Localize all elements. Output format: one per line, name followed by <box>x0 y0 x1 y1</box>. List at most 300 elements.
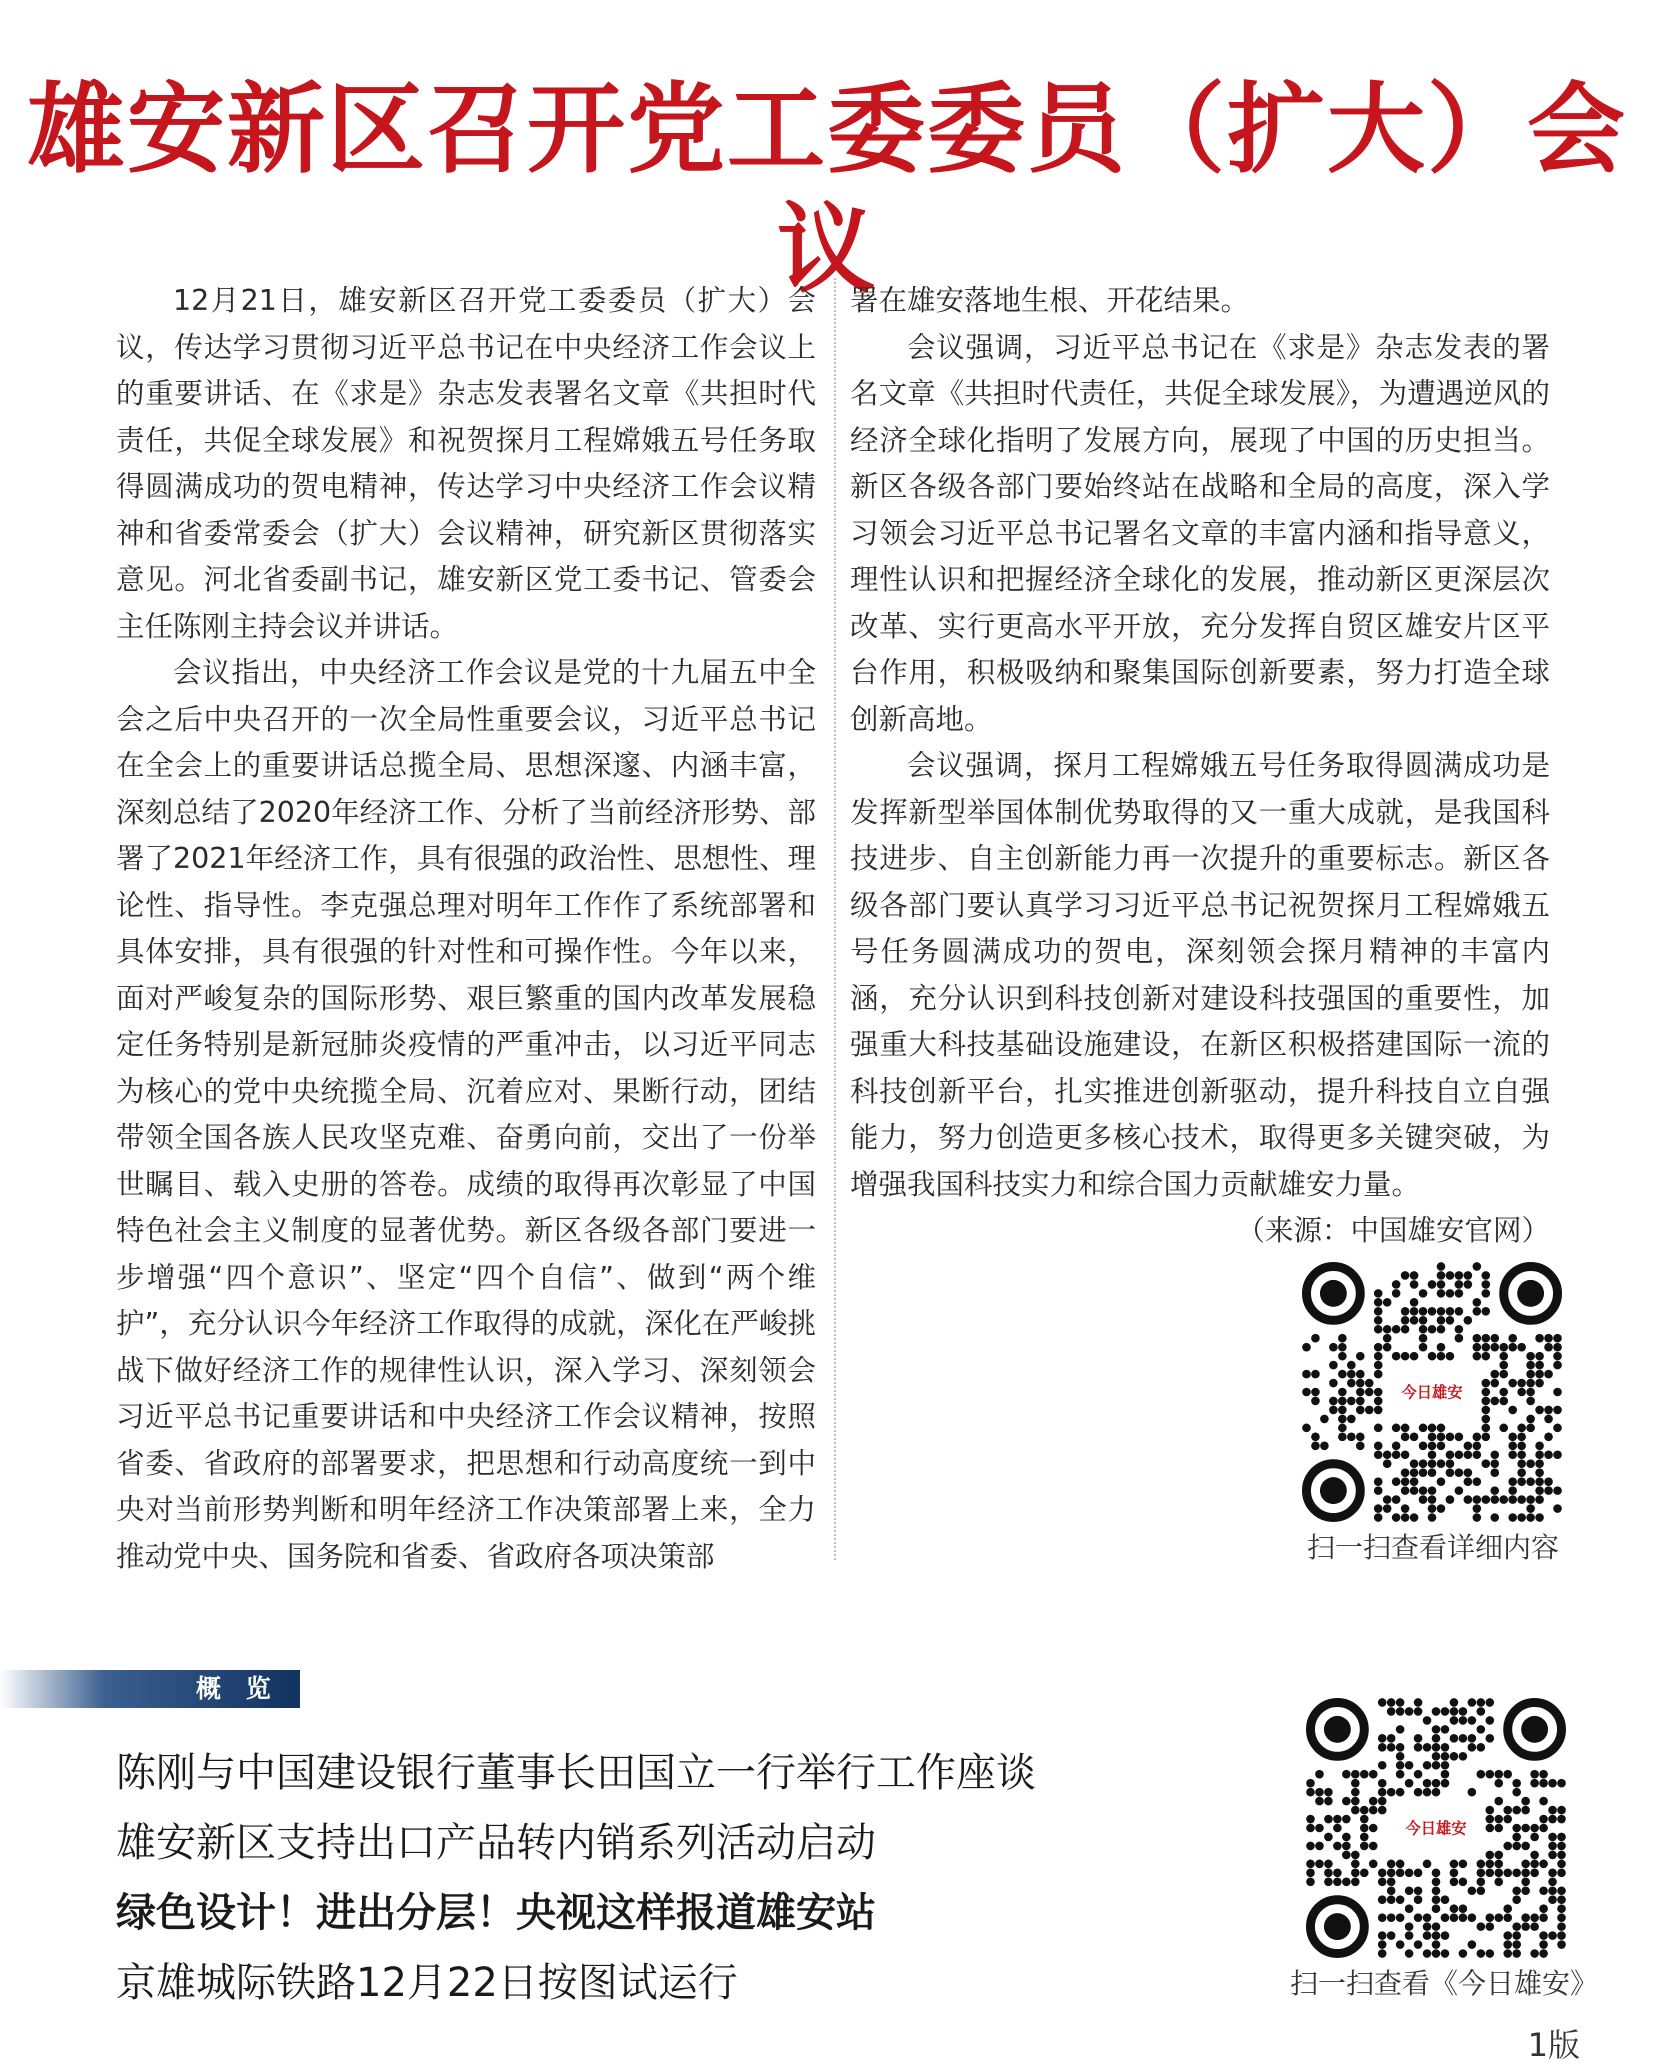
qr-module <box>1437 1441 1446 1450</box>
qr-module <box>1481 1415 1490 1424</box>
qr-module <box>1521 1860 1530 1869</box>
qr-module <box>1553 1486 1562 1495</box>
overview-item[interactable]: 雄安新区支持出口产品转内销系列活动启动 <box>116 1820 876 1866</box>
qr-module <box>1405 1922 1414 1931</box>
qr-module <box>1302 1424 1311 1433</box>
qr-module <box>1459 1949 1468 1958</box>
qr-module <box>1392 1424 1401 1433</box>
qr-module <box>1387 1895 1396 1904</box>
qr-module <box>1517 1424 1526 1433</box>
qr-module <box>1405 1761 1414 1770</box>
qr-module <box>1338 1388 1347 1397</box>
qr-module <box>1423 1788 1432 1797</box>
qr-module <box>1315 1770 1324 1779</box>
qr-module <box>1512 1806 1521 1815</box>
qr-finder-dot <box>1521 1716 1548 1743</box>
qr-module <box>1521 1886 1530 1895</box>
qr-module <box>1548 1833 1557 1842</box>
qr-module <box>1490 1343 1499 1352</box>
qr-module <box>1468 1734 1477 1743</box>
qr-module <box>1446 1289 1455 1298</box>
qr-module <box>1553 1450 1562 1459</box>
qr-module <box>1410 1486 1419 1495</box>
qr-module <box>1419 1486 1428 1495</box>
qr-module <box>1351 1797 1360 1806</box>
qr-module <box>1437 1504 1446 1513</box>
qr-module <box>1508 1379 1517 1388</box>
qr-module <box>1401 1486 1410 1495</box>
qr-module <box>1414 1895 1423 1904</box>
qr-module <box>1535 1370 1544 1379</box>
qr-module <box>1517 1441 1526 1450</box>
source-note: （来源：中国雄安官网） <box>1236 1214 1550 1247</box>
qr-module <box>1473 1307 1482 1316</box>
qr-module <box>1315 1860 1324 1869</box>
qr-module <box>1432 1752 1441 1761</box>
qr-module <box>1499 1370 1508 1379</box>
qr-module <box>1450 1698 1459 1707</box>
qr-module <box>1446 1271 1455 1280</box>
qr-module <box>1512 1788 1521 1797</box>
qr-module <box>1446 1433 1455 1442</box>
overview-item[interactable]: 陈刚与中国建设银行董事长田国立一行举行工作座谈 <box>116 1750 1036 1796</box>
qr-module <box>1548 1931 1557 1940</box>
qr-module <box>1508 1486 1517 1495</box>
qr-module <box>1535 1513 1544 1522</box>
qr-module <box>1374 1450 1383 1459</box>
qr-module <box>1503 1869 1512 1878</box>
qr-module <box>1557 1895 1566 1904</box>
qr-module <box>1374 1343 1383 1352</box>
qr-module <box>1508 1477 1517 1486</box>
qr-module <box>1477 1698 1486 1707</box>
qr-module <box>1512 1842 1521 1851</box>
qr-module <box>1485 1698 1494 1707</box>
qr-module <box>1485 1913 1494 1922</box>
qr-module <box>1383 1334 1392 1343</box>
qr-module <box>1446 1307 1455 1316</box>
qr-module <box>1419 1325 1428 1334</box>
qr-module <box>1387 1698 1396 1707</box>
qr-module <box>1405 1869 1414 1878</box>
qr-module <box>1387 1743 1396 1752</box>
qr-module <box>1387 1860 1396 1869</box>
qr-caption-top: 扫一扫查看详细内容 <box>1306 1531 1559 1564</box>
qr-module <box>1517 1495 1526 1504</box>
page-number: 1版 <box>1527 2026 1580 2064</box>
qr-module <box>1374 1352 1383 1361</box>
qr-module <box>1446 1450 1455 1459</box>
qr-module <box>1512 1931 1521 1940</box>
qr-module <box>1342 1833 1351 1842</box>
qr-module <box>1481 1406 1490 1415</box>
overview-item[interactable]: 京雄城际铁路12月22日按图试运行 <box>116 1960 738 2006</box>
qr-module <box>1414 1886 1423 1895</box>
paragraph <box>850 743 1550 1247</box>
qr-module <box>1473 1495 1482 1504</box>
qr-module <box>1455 1280 1464 1289</box>
qr-module <box>1473 1513 1482 1522</box>
qr-module <box>1499 1352 1508 1361</box>
qr-module <box>1481 1433 1490 1442</box>
qr-module <box>1477 1869 1486 1878</box>
qr-module <box>1490 1334 1499 1343</box>
qr-module <box>1503 1806 1512 1815</box>
qr-module <box>1419 1495 1428 1504</box>
qr-module <box>1432 1734 1441 1743</box>
qr-module <box>1490 1370 1499 1379</box>
qr-module <box>1320 1441 1329 1450</box>
qr-module <box>1378 1743 1387 1752</box>
qr-module <box>1311 1388 1320 1397</box>
qr-module <box>1347 1415 1356 1424</box>
qr-module <box>1512 1869 1521 1878</box>
qr-module <box>1544 1450 1553 1459</box>
qr-module <box>1437 1307 1446 1316</box>
qr-module <box>1544 1486 1553 1495</box>
qr-module <box>1311 1334 1320 1343</box>
qr-module <box>1428 1459 1437 1468</box>
qr-module <box>1526 1513 1535 1522</box>
qr-module <box>1553 1361 1562 1370</box>
qr-module <box>1464 1468 1473 1477</box>
qr-module <box>1423 1949 1432 1958</box>
qr-module <box>1405 1886 1414 1895</box>
qr-module <box>1455 1433 1464 1442</box>
qr-module <box>1544 1433 1553 1442</box>
qr-module <box>1428 1280 1437 1289</box>
qr-module <box>1473 1298 1482 1307</box>
qr-module <box>1365 1406 1374 1415</box>
qr-module <box>1490 1513 1499 1522</box>
qr-module <box>1473 1334 1482 1343</box>
qr-module <box>1508 1334 1517 1343</box>
qr-module <box>1553 1352 1562 1361</box>
qr-module <box>1539 1815 1548 1824</box>
qr-module <box>1351 1779 1360 1788</box>
qr-module <box>1428 1468 1437 1477</box>
qr-module <box>1405 1779 1414 1788</box>
qr-module <box>1365 1379 1374 1388</box>
qr-module <box>1419 1307 1428 1316</box>
qr-module <box>1517 1379 1526 1388</box>
qr-module <box>1428 1441 1437 1450</box>
qr-module <box>1503 1842 1512 1851</box>
qr-module <box>1481 1343 1490 1352</box>
qr-module <box>1450 1716 1459 1725</box>
qr-module <box>1535 1450 1544 1459</box>
qr-code-top[interactable] <box>1302 1262 1562 1522</box>
qr-module <box>1360 1815 1369 1824</box>
qr-module <box>1441 1931 1450 1940</box>
qr-code-bottom[interactable] <box>1306 1698 1566 1958</box>
qr-module <box>1432 1895 1441 1904</box>
qr-module <box>1553 1504 1562 1513</box>
qr-module <box>1459 1913 1468 1922</box>
qr-module <box>1557 1815 1566 1824</box>
qr-module <box>1473 1343 1482 1352</box>
qr-module <box>1428 1450 1437 1459</box>
qr-module <box>1374 1477 1383 1486</box>
qr-module <box>1405 1904 1414 1913</box>
qr-module <box>1432 1877 1441 1886</box>
qr-module <box>1374 1397 1383 1406</box>
qr-module <box>1535 1468 1544 1477</box>
qr-module <box>1464 1271 1473 1280</box>
qr-module <box>1414 1913 1423 1922</box>
qr-module <box>1535 1486 1544 1495</box>
qr-module <box>1539 1931 1548 1940</box>
qr-module <box>1369 1824 1378 1833</box>
qr-module <box>1338 1352 1347 1361</box>
qr-module <box>1517 1343 1526 1352</box>
qr-module <box>1490 1397 1499 1406</box>
qr-module <box>1468 1913 1477 1922</box>
qr-module <box>1306 1842 1315 1851</box>
qr-module <box>1535 1361 1544 1370</box>
qr-module <box>1387 1788 1396 1797</box>
qr-finder-dot <box>1320 1477 1347 1504</box>
qr-module <box>1374 1513 1383 1522</box>
qr-module <box>1535 1406 1544 1415</box>
qr-module <box>1306 1788 1315 1797</box>
article-right-column <box>850 278 1550 1255</box>
qr-module <box>1347 1379 1356 1388</box>
qr-module <box>1512 1940 1521 1949</box>
qr-module <box>1548 1895 1557 1904</box>
overview-item[interactable]: 绿色设计！进出分层！央视这样报道雄安站 <box>116 1890 876 1936</box>
qr-module <box>1356 1370 1365 1379</box>
qr-module <box>1410 1433 1419 1442</box>
qr-module <box>1369 1797 1378 1806</box>
qr-module <box>1342 1842 1351 1851</box>
qr-module <box>1521 1922 1530 1931</box>
qr-module <box>1557 1940 1566 1949</box>
qr-module <box>1329 1361 1338 1370</box>
qr-module <box>1526 1397 1535 1406</box>
qr-module <box>1320 1415 1329 1424</box>
qr-module <box>1360 1824 1369 1833</box>
qr-module <box>1419 1316 1428 1325</box>
qr-module <box>1477 1770 1486 1779</box>
qr-module <box>1351 1851 1360 1860</box>
qr-module <box>1419 1468 1428 1477</box>
qr-module <box>1419 1289 1428 1298</box>
qr-module <box>1374 1424 1383 1433</box>
qr-module <box>1419 1424 1428 1433</box>
qr-module <box>1481 1307 1490 1316</box>
qr-module <box>1396 1743 1405 1752</box>
qr-module <box>1329 1406 1338 1415</box>
paragraph: 署在雄安落地生根、开花结果。 <box>850 284 1250 317</box>
qr-module <box>1494 1913 1503 1922</box>
qr-module <box>1485 1806 1494 1815</box>
qr-module <box>1557 1913 1566 1922</box>
qr-module <box>1410 1459 1419 1468</box>
qr-module <box>1441 1770 1450 1779</box>
qr-module <box>1423 1779 1432 1788</box>
qr-module <box>1508 1406 1517 1415</box>
qr-module <box>1419 1343 1428 1352</box>
qr-module <box>1392 1325 1401 1334</box>
qr-module <box>1378 1734 1387 1743</box>
qr-module <box>1517 1459 1526 1468</box>
qr-module <box>1356 1379 1365 1388</box>
qr-module <box>1396 1860 1405 1869</box>
qr-module <box>1485 1851 1494 1860</box>
qr-module <box>1548 1877 1557 1886</box>
qr-module <box>1383 1495 1392 1504</box>
qr-module <box>1338 1397 1347 1406</box>
qr-module <box>1539 1797 1548 1806</box>
qr-module <box>1401 1468 1410 1477</box>
qr-module <box>1526 1388 1535 1397</box>
qr-module <box>1464 1441 1473 1450</box>
qr-module <box>1441 1761 1450 1770</box>
qr-module <box>1557 1869 1566 1878</box>
qr-module <box>1530 1869 1539 1878</box>
qr-module <box>1410 1298 1419 1307</box>
qr-module <box>1508 1441 1517 1450</box>
qr-module <box>1455 1450 1464 1459</box>
qr-module <box>1338 1370 1347 1379</box>
qr-module <box>1306 1860 1315 1869</box>
qr-module <box>1512 1949 1521 1958</box>
qr-module <box>1535 1352 1544 1361</box>
qr-module <box>1387 1734 1396 1743</box>
qr-module <box>1526 1504 1535 1513</box>
qr-module <box>1557 1833 1566 1842</box>
qr-module <box>1473 1504 1482 1513</box>
qr-module <box>1455 1468 1464 1477</box>
qr-module <box>1410 1513 1419 1522</box>
qr-finder-dot <box>1324 1913 1351 1940</box>
qr-module <box>1548 1886 1557 1895</box>
qr-module <box>1508 1495 1517 1504</box>
qr-module <box>1526 1495 1535 1504</box>
qr-module <box>1306 1779 1315 1788</box>
qr-module <box>1494 1824 1503 1833</box>
qr-module <box>1450 1869 1459 1878</box>
qr-module <box>1392 1280 1401 1289</box>
qr-module <box>1410 1280 1419 1289</box>
qr-module <box>1306 1815 1315 1824</box>
qr-module <box>1490 1468 1499 1477</box>
qr-module <box>1512 1895 1521 1904</box>
qr-module <box>1401 1433 1410 1442</box>
qr-module <box>1383 1459 1392 1468</box>
qr-module <box>1437 1280 1446 1289</box>
qr-module <box>1401 1316 1410 1325</box>
qr-module <box>1396 1770 1405 1779</box>
qr-module <box>1459 1707 1468 1716</box>
qr-module <box>1396 1869 1405 1878</box>
qr-module <box>1499 1424 1508 1433</box>
overview-list <box>116 1738 1166 2018</box>
qr-module <box>1494 1797 1503 1806</box>
headline: 雄安新区召开党工委委员（扩大）会议 <box>26 72 1627 307</box>
qr-module <box>1392 1289 1401 1298</box>
qr-module <box>1392 1441 1401 1450</box>
qr-module <box>1401 1504 1410 1513</box>
qr-module <box>1311 1397 1320 1406</box>
qr-module <box>1360 1833 1369 1842</box>
qr-module <box>1494 1815 1503 1824</box>
qr-module <box>1490 1495 1499 1504</box>
qr-module <box>1441 1779 1450 1788</box>
qr-module <box>1360 1869 1369 1878</box>
qr-module <box>1374 1325 1383 1334</box>
qr-module <box>1530 1913 1539 1922</box>
qr-module <box>1557 1860 1566 1869</box>
qr-module <box>1512 1824 1521 1833</box>
qr-module <box>1485 1734 1494 1743</box>
qr-module <box>1374 1361 1383 1370</box>
qr-module <box>1446 1459 1455 1468</box>
qr-module <box>1437 1477 1446 1486</box>
paragraph: 12月21日，雄安新区召开党工委委员（扩大）会议，传达学习贯彻习近平总书记在中央经济工作会议上的重要讲话、在《求是》杂志发表署名文章《共担时代责任，共促全球发展》和祝贺探月工程嫦娥五号任务取得圆满成功的贺电精神，传达学习中央经济工作会议精神和省委常委会（扩大）会议精神，研究新区贯彻落实意见。河北省委副书记，雄安新区党工委书记、管委会主任陈刚主持会议并讲话。 <box>116 284 816 643</box>
qr-module <box>1517 1450 1526 1459</box>
qr-finder-dot <box>1324 1716 1351 1743</box>
qr-module <box>1383 1298 1392 1307</box>
qr-module <box>1553 1406 1562 1415</box>
qr-module <box>1494 1869 1503 1878</box>
qr-module <box>1481 1495 1490 1504</box>
qr-module <box>1481 1334 1490 1343</box>
paragraph: 会议指出，中央经济工作会议是党的十九届五中全会之后中央召开的一次全局性重要会议，习近平总书记在全会上的重要讲话总揽全局、思想深邃、内涵丰富，深刻总结了2020年经济工作、分析了当前经济形势、部署了2021年经济工作，具有很强的政治性、思想性、理论性、指导性。李克强总理对明年工作作了系统部署和具体安排，具有很强的针对性和可操作性。今年以来，面对严峻复杂的国际形势、艰巨繁重的国内改革发展稳定任务特别是新冠肺炎疫情的严重冲击，以习近平同志为核心的党中央统揽全局、沉着应对、果断行动，团结带领全国各族人民攻坚克难、奋勇向前，交出了一份举世瞩目、载入史册的答卷。成绩的取得再次彰显了中国特色社会主义制度的显著优势。新区各级各部门要进一步增强“四个意识”、坚定“四个自信”、做到“两个维护”，充分认识今年经济工作取得的成就，深化在严峻挑战下做好经济工作的规律性认识，深入学习、深刻领会习近平总书记重要讲话和中央经济工作会议精神，按照省委、省政府的部署要求，把思想和行动高度统一到中央对当前形势判断和明年经济工作决策部署上来，全力推动党中央、国务院和省委、省政府各项决策部 <box>116 656 816 1573</box>
qr-module <box>1481 1459 1490 1468</box>
qr-module <box>1548 1815 1557 1824</box>
qr-module <box>1401 1424 1410 1433</box>
qr-module <box>1446 1352 1455 1361</box>
qr-module <box>1503 1940 1512 1949</box>
qr-module <box>1508 1513 1517 1522</box>
qr-module <box>1356 1433 1365 1442</box>
qr-module <box>1459 1904 1468 1913</box>
qr-module <box>1455 1271 1464 1280</box>
qr-module <box>1414 1940 1423 1949</box>
qr-module <box>1485 1716 1494 1725</box>
qr-module <box>1428 1513 1437 1522</box>
qr-module <box>1392 1513 1401 1522</box>
qr-module <box>1477 1922 1486 1931</box>
qr-module <box>1401 1450 1410 1459</box>
qr-module <box>1455 1325 1464 1334</box>
qr-module <box>1387 1869 1396 1878</box>
qr-module <box>1401 1352 1410 1361</box>
qr-module <box>1539 1904 1548 1913</box>
qr-module <box>1535 1441 1544 1450</box>
qr-module <box>1557 1931 1566 1940</box>
qr-module <box>1521 1913 1530 1922</box>
qr-module <box>1468 1940 1477 1949</box>
qr-module <box>1378 1797 1387 1806</box>
qr-module <box>1396 1752 1405 1761</box>
qr-module <box>1437 1325 1446 1334</box>
qr-module <box>1512 1886 1521 1895</box>
qr-module <box>1432 1707 1441 1716</box>
qr-module <box>1485 1770 1494 1779</box>
qr-module <box>1405 1931 1414 1940</box>
qr-module <box>1526 1424 1535 1433</box>
qr-module <box>1374 1307 1383 1316</box>
qr-module <box>1315 1824 1324 1833</box>
qr-module <box>1512 1833 1521 1842</box>
qr-module <box>1360 1806 1369 1815</box>
qr-module <box>1311 1433 1320 1442</box>
qr-module <box>1374 1370 1383 1379</box>
qr-module <box>1468 1716 1477 1725</box>
